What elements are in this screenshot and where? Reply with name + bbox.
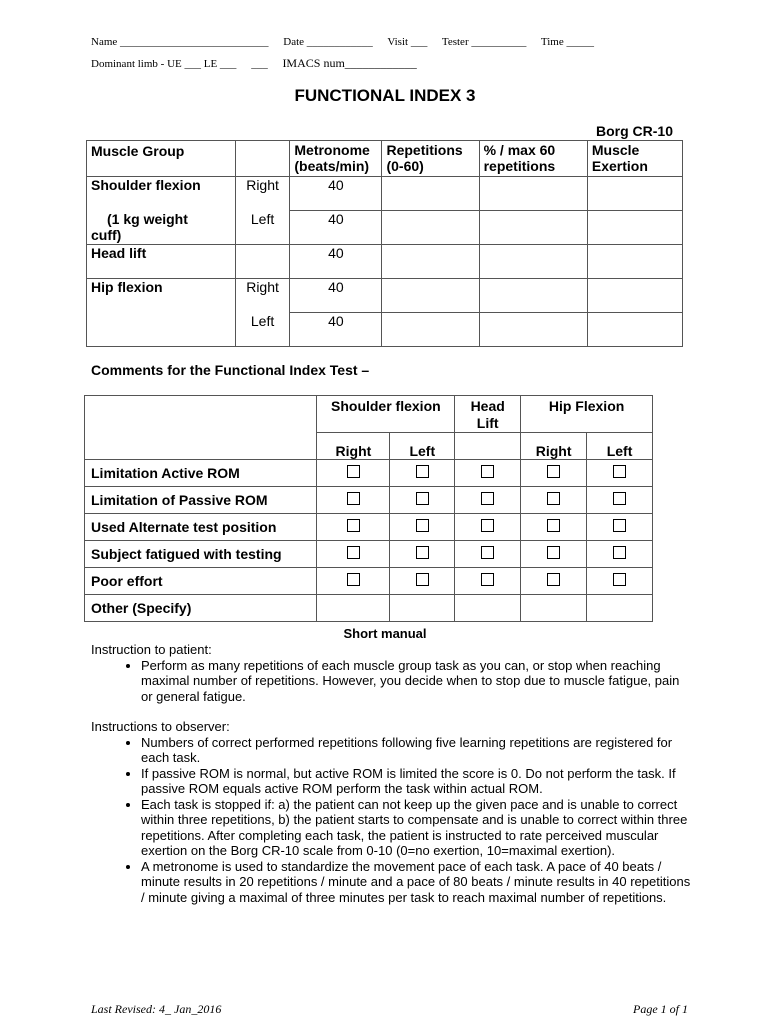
hip-right-pct-cell[interactable] bbox=[479, 279, 587, 313]
checkbox-cell[interactable] bbox=[317, 541, 390, 568]
table-row bbox=[85, 595, 653, 622]
name-field[interactable]: Name ___________________________ bbox=[91, 36, 269, 48]
checkbox-icon[interactable] bbox=[347, 573, 360, 586]
side-header bbox=[235, 141, 290, 177]
other-specify-label: Other (Specify) bbox=[85, 595, 317, 622]
hip-right-header: Right bbox=[521, 433, 587, 460]
hip-flexion-header: Hip Flexion bbox=[521, 396, 653, 433]
checkbox-cell[interactable] bbox=[521, 514, 587, 541]
hip-right-exertion-cell[interactable] bbox=[587, 279, 682, 313]
checkbox-cell[interactable] bbox=[317, 487, 390, 514]
dominant-limb-field[interactable]: Dominant limb - UE ___ LE ___ bbox=[91, 58, 237, 70]
patient-heading: Instruction to patient: bbox=[91, 642, 212, 657]
checkbox-icon[interactable] bbox=[347, 546, 360, 559]
checkbox-icon[interactable] bbox=[613, 546, 626, 559]
head-lift-header bbox=[455, 396, 521, 433]
head-lift-header-line2: Lift bbox=[476, 415, 499, 431]
checkbox-cell[interactable] bbox=[390, 541, 455, 568]
checkbox-icon[interactable] bbox=[613, 465, 626, 478]
checkbox-cell[interactable] bbox=[317, 568, 390, 595]
checkbox-icon[interactable] bbox=[547, 519, 560, 532]
checkbox-cell[interactable] bbox=[521, 460, 587, 487]
borg-label: Borg CR-10 bbox=[596, 123, 674, 139]
checkbox-icon[interactable] bbox=[416, 573, 429, 586]
patient-list bbox=[91, 658, 691, 705]
table-row bbox=[85, 460, 653, 487]
comments-header-blank bbox=[85, 396, 317, 460]
shoulder-right-pct-cell[interactable] bbox=[479, 177, 587, 211]
head-lift-header-line1: Head bbox=[470, 398, 505, 414]
list-item: • Each task is stopped if: a) the patient can not keep up the given pace and is unable to correct within three repetitions, b) the patient starts to compensate and is unable to correct within three repetitions. After completing each task, the patient is instructed to rate perceived muscular exertion on the Borg CR-10 scale from 0-10 (0=no exertion, 10=maximal exertion). bbox=[141, 797, 691, 859]
shoulder-left-reps-cell[interactable] bbox=[382, 211, 479, 245]
muscle-exertion-header-line2: Exertion bbox=[591, 158, 648, 174]
date-field[interactable]: Date ____________ bbox=[283, 36, 373, 48]
metronome-header-line1: Metronome bbox=[294, 142, 370, 158]
muscle-exertion-header bbox=[587, 141, 682, 177]
other-cell[interactable] bbox=[455, 595, 521, 622]
checkbox-cell[interactable] bbox=[587, 541, 653, 568]
blank-field[interactable]: ___ bbox=[251, 58, 268, 70]
checkbox-cell[interactable] bbox=[587, 568, 653, 595]
hip-flexion-label: Hip flexion bbox=[87, 279, 236, 313]
alternate-test-position-label: Used Alternate test position bbox=[85, 514, 317, 541]
checkbox-icon[interactable] bbox=[481, 573, 494, 586]
head-lift-exertion-cell[interactable] bbox=[587, 245, 682, 279]
checkbox-icon[interactable] bbox=[416, 546, 429, 559]
shoulder-left-label: Left bbox=[235, 211, 290, 245]
head-lift-side bbox=[235, 245, 290, 279]
table-row bbox=[87, 313, 683, 347]
head-lift-beats: 40 bbox=[290, 245, 382, 279]
table-row bbox=[87, 245, 683, 279]
table-row bbox=[87, 211, 683, 245]
shoulder-flexion-label: Shoulder flexion bbox=[87, 177, 236, 211]
other-cell[interactable] bbox=[390, 595, 455, 622]
checkbox-icon[interactable] bbox=[481, 492, 494, 505]
hip-left-exertion-cell[interactable] bbox=[587, 313, 682, 347]
limitation-passive-rom-label: Limitation of Passive ROM bbox=[85, 487, 317, 514]
table-row bbox=[85, 487, 653, 514]
shoulder-right-header: Right bbox=[317, 433, 390, 460]
repetitions-header-line1: Repetitions bbox=[386, 142, 463, 158]
checkbox-icon[interactable] bbox=[547, 546, 560, 559]
checkbox-icon[interactable] bbox=[416, 465, 429, 478]
list-item: • Perform as many repetitions of each muscle group task as you can, or stop when reaching maximal number of repetitions. However, you decide when to stop due to muscle fatigue, pain or general fatigue. bbox=[141, 658, 691, 705]
muscle-exertion-header-line1: Muscle bbox=[591, 142, 640, 158]
shoulder-left-header: Left bbox=[390, 433, 455, 460]
header-line-2 bbox=[91, 56, 429, 71]
shoulder-left-beats: 40 bbox=[290, 211, 382, 245]
table-row bbox=[87, 279, 683, 313]
checkbox-icon[interactable] bbox=[347, 465, 360, 478]
checkbox-cell[interactable] bbox=[390, 460, 455, 487]
list-item: • Numbers of correct performed repetitions following five learning repetitions are registered for each task. bbox=[141, 735, 691, 766]
shoulder-left-pct-cell[interactable] bbox=[479, 211, 587, 245]
head-lift-reps-cell[interactable] bbox=[382, 245, 479, 279]
repetitions-header-line2: (0-60) bbox=[386, 158, 424, 174]
checkbox-cell[interactable] bbox=[455, 460, 521, 487]
checkbox-icon[interactable] bbox=[547, 492, 560, 505]
checkbox-icon[interactable] bbox=[481, 546, 494, 559]
observer-instructions bbox=[91, 719, 691, 905]
table-row bbox=[87, 177, 683, 211]
shoulder-right-label: Right bbox=[235, 177, 290, 211]
checkbox-cell[interactable] bbox=[521, 487, 587, 514]
tester-field[interactable]: Tester __________ bbox=[441, 36, 527, 48]
hip-right-label: Right bbox=[235, 279, 290, 313]
manual-title: Short manual bbox=[343, 626, 427, 641]
observer-list bbox=[91, 735, 691, 906]
hip-left-pct-cell[interactable] bbox=[479, 313, 587, 347]
hip-right-reps-cell[interactable] bbox=[382, 279, 479, 313]
weight-cuff-label: (1 kg weight cuff) bbox=[91, 210, 188, 243]
checkbox-icon[interactable] bbox=[416, 492, 429, 505]
head-lift-label: Head lift bbox=[87, 245, 236, 279]
hip-right-beats: 40 bbox=[290, 279, 382, 313]
checkbox-cell[interactable] bbox=[455, 541, 521, 568]
checkbox-cell[interactable] bbox=[317, 460, 390, 487]
table-header-row bbox=[87, 141, 683, 177]
checkbox-cell[interactable] bbox=[317, 514, 390, 541]
observer-heading: Instructions to observer: bbox=[91, 719, 230, 734]
checkbox-cell[interactable] bbox=[587, 514, 653, 541]
checkbox-icon[interactable] bbox=[347, 492, 360, 505]
patient-instructions bbox=[91, 642, 691, 704]
checkbox-icon[interactable] bbox=[547, 465, 560, 478]
limitation-active-rom-label: Limitation Active ROM bbox=[85, 460, 317, 487]
other-cell[interactable] bbox=[317, 595, 390, 622]
last-revised: Last Revised: 4_ Jan_2016 bbox=[91, 1002, 222, 1016]
checkbox-cell[interactable] bbox=[587, 487, 653, 514]
header-line-1 bbox=[91, 36, 606, 48]
checkbox-icon[interactable] bbox=[416, 519, 429, 532]
checkbox-icon[interactable] bbox=[547, 573, 560, 586]
checkbox-icon[interactable] bbox=[613, 519, 626, 532]
page-title: FUNCTIONAL INDEX 3 bbox=[294, 86, 476, 105]
muscle-group-header: Muscle Group bbox=[87, 141, 236, 177]
shoulder-right-exertion-cell[interactable] bbox=[587, 177, 682, 211]
checkbox-cell[interactable] bbox=[390, 487, 455, 514]
hip-left-beats: 40 bbox=[290, 313, 382, 347]
metronome-header-line2: (beats/min) bbox=[294, 158, 370, 174]
pct-max-header-line2: repetitions bbox=[483, 158, 556, 174]
checkbox-cell[interactable] bbox=[390, 568, 455, 595]
hip-left-header: Left bbox=[587, 433, 653, 460]
shoulder-flexion-sub-label bbox=[87, 211, 236, 245]
comments-table bbox=[84, 395, 653, 622]
repetitions-header bbox=[382, 141, 479, 177]
hip-flexion-blank bbox=[87, 313, 236, 347]
checkbox-icon[interactable] bbox=[347, 519, 360, 532]
pct-max-header bbox=[479, 141, 587, 177]
other-cell[interactable] bbox=[521, 595, 587, 622]
page-number: Page 1 of 1 bbox=[633, 1002, 688, 1016]
comments-header-row bbox=[85, 396, 653, 433]
metronome-header bbox=[290, 141, 382, 177]
shoulder-right-reps-cell[interactable] bbox=[382, 177, 479, 211]
pct-max-header-line1: % / max 60 bbox=[483, 142, 556, 158]
other-cell[interactable] bbox=[587, 595, 653, 622]
poor-effort-label: Poor effort bbox=[85, 568, 317, 595]
head-lift-pct-cell[interactable] bbox=[479, 245, 587, 279]
comments-title: Comments for the Functional Index Test – bbox=[91, 362, 370, 378]
shoulder-flexion-header: Shoulder flexion bbox=[317, 396, 455, 433]
table-row bbox=[85, 514, 653, 541]
table-row bbox=[85, 568, 653, 595]
checkbox-cell[interactable] bbox=[455, 568, 521, 595]
shoulder-left-exertion-cell[interactable] bbox=[587, 211, 682, 245]
checkbox-cell[interactable] bbox=[390, 514, 455, 541]
head-lift-subheader bbox=[455, 433, 521, 460]
imacs-num-field[interactable]: IMACS num____________ bbox=[282, 56, 417, 70]
hip-left-label: Left bbox=[235, 313, 290, 347]
subject-fatigued-label: Subject fatigued with testing bbox=[85, 541, 317, 568]
hip-left-reps-cell[interactable] bbox=[382, 313, 479, 347]
checkbox-cell[interactable] bbox=[455, 487, 521, 514]
checkbox-icon[interactable] bbox=[481, 465, 494, 478]
checkbox-icon[interactable] bbox=[613, 492, 626, 505]
visit-field[interactable]: Visit ___ bbox=[387, 36, 428, 48]
table-row bbox=[85, 541, 653, 568]
time-field[interactable]: Time _____ bbox=[540, 36, 594, 48]
checkbox-icon[interactable] bbox=[481, 519, 494, 532]
shoulder-right-beats: 40 bbox=[290, 177, 382, 211]
checkbox-cell[interactable] bbox=[587, 460, 653, 487]
checkbox-cell[interactable] bbox=[521, 541, 587, 568]
checkbox-cell[interactable] bbox=[455, 514, 521, 541]
checkbox-icon[interactable] bbox=[613, 573, 626, 586]
list-item: • If passive ROM is normal, but active ROM is limited the score is 0. Do not perform the task. If passive ROM equals active ROM perform the task within actual ROM. bbox=[141, 766, 691, 797]
checkbox-cell[interactable] bbox=[521, 568, 587, 595]
list-item: • A metronome is used to standardize the movement pace of each task. A pace of 40 beats / minute results in 20 repetitions / minute and a pace of 80 beats / minute results in 40 repetitions / minute giving a maximal of three minutes per task to reach maximal number of repetitions. bbox=[141, 859, 691, 906]
functional-index-table bbox=[86, 140, 683, 347]
